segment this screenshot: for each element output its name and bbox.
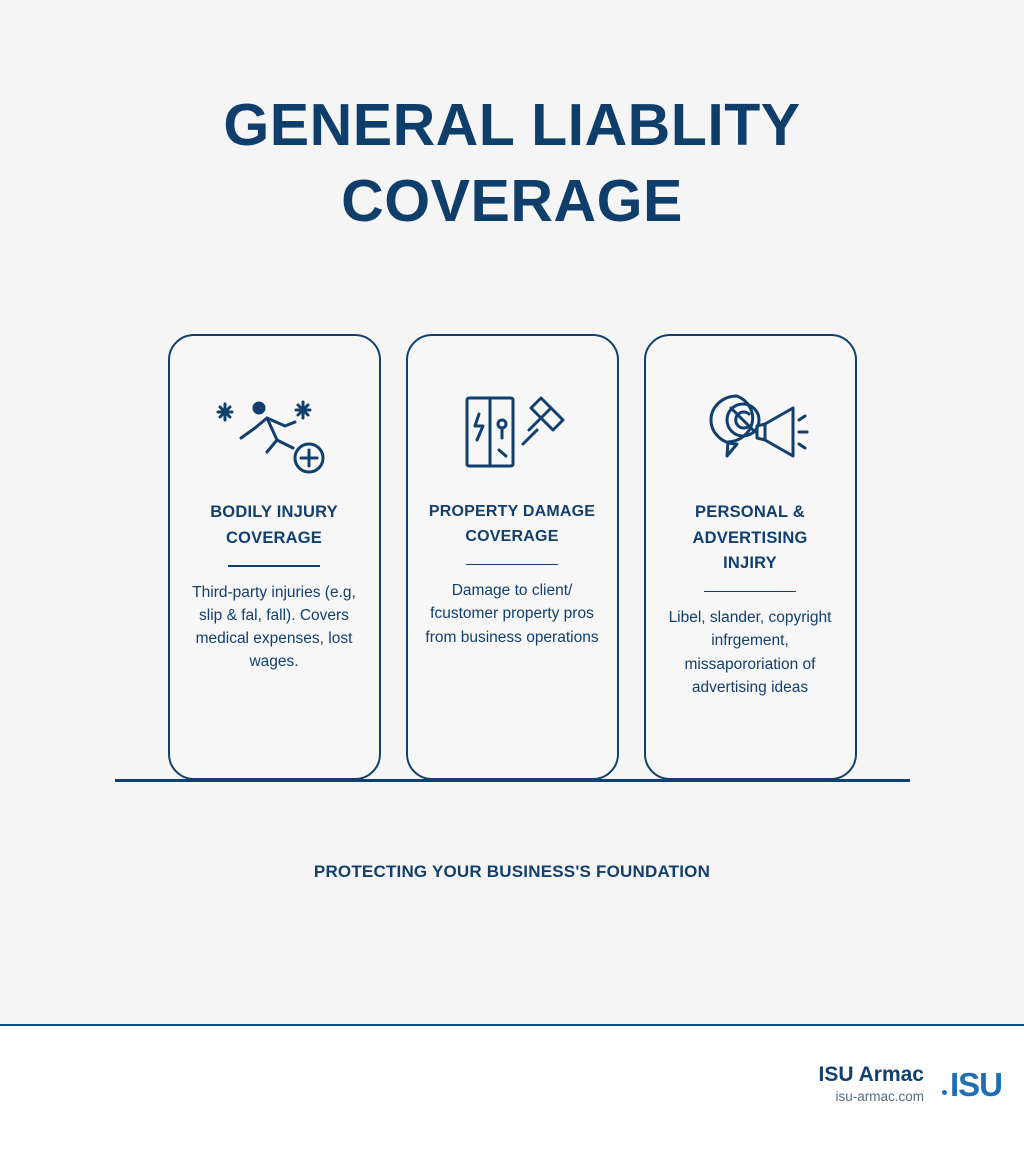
coverage-card-bodily-injury [168,334,381,780]
card-title-line-1: PROPERTY DAMAGE [428,503,596,520]
coverage-cards [0,334,1024,780]
footer-text-block [819,1062,924,1107]
logo-dot-icon [942,1090,947,1095]
isu-logo [942,1066,1002,1104]
baseline-rule [115,779,910,782]
speech-bubble-megaphone-icon [691,374,809,494]
card-title [210,500,338,551]
footer-content [819,1062,1002,1107]
card-title-line-3: INJIRY [723,554,777,573]
card-title [429,500,595,550]
page-title [0,88,1024,239]
footer [0,1026,1024,1154]
coverage-card-personal-advertising [644,334,857,780]
tagline: PROTECTING YOUR BUSINESS'S FOUNDATION [313,862,711,881]
card-body-text: Damage to client/ fcustomer property pros from business operations [425,582,599,646]
footer-website-url: isu-armac.com [835,1089,924,1105]
card-title-line-2: ADVERTISING [692,528,808,547]
footer-brand-name: ISU Armac [818,1063,924,1086]
card-body-text: Libel, slander, copyright infrgement, missapororiation of advertising ideas [668,609,832,696]
card-title-line-1: PERSONAL & [695,503,805,521]
logo-text: ISU [949,1065,1002,1103]
card-divider [466,564,558,566]
title-line-1: GENERAL LIABLITY [223,92,801,158]
title-line-2: COVERAGE [341,167,683,234]
card-divider [228,565,320,567]
broken-door-gavel-icon [453,374,571,494]
card-title [693,500,808,577]
person-slipping-falling-icon [215,374,333,494]
card-title-line-2: COVERAGE [465,527,559,545]
card-body-text: Third-party injuries (e.g, slip & fal, fall). Covers medical expenses, lost wages. [192,583,356,671]
card-title-line-2: COVERAGE [225,528,323,547]
card-title-line-1: BODILY INJURY [210,503,338,521]
card-divider [704,591,796,593]
coverage-card-property-damage [406,334,619,780]
